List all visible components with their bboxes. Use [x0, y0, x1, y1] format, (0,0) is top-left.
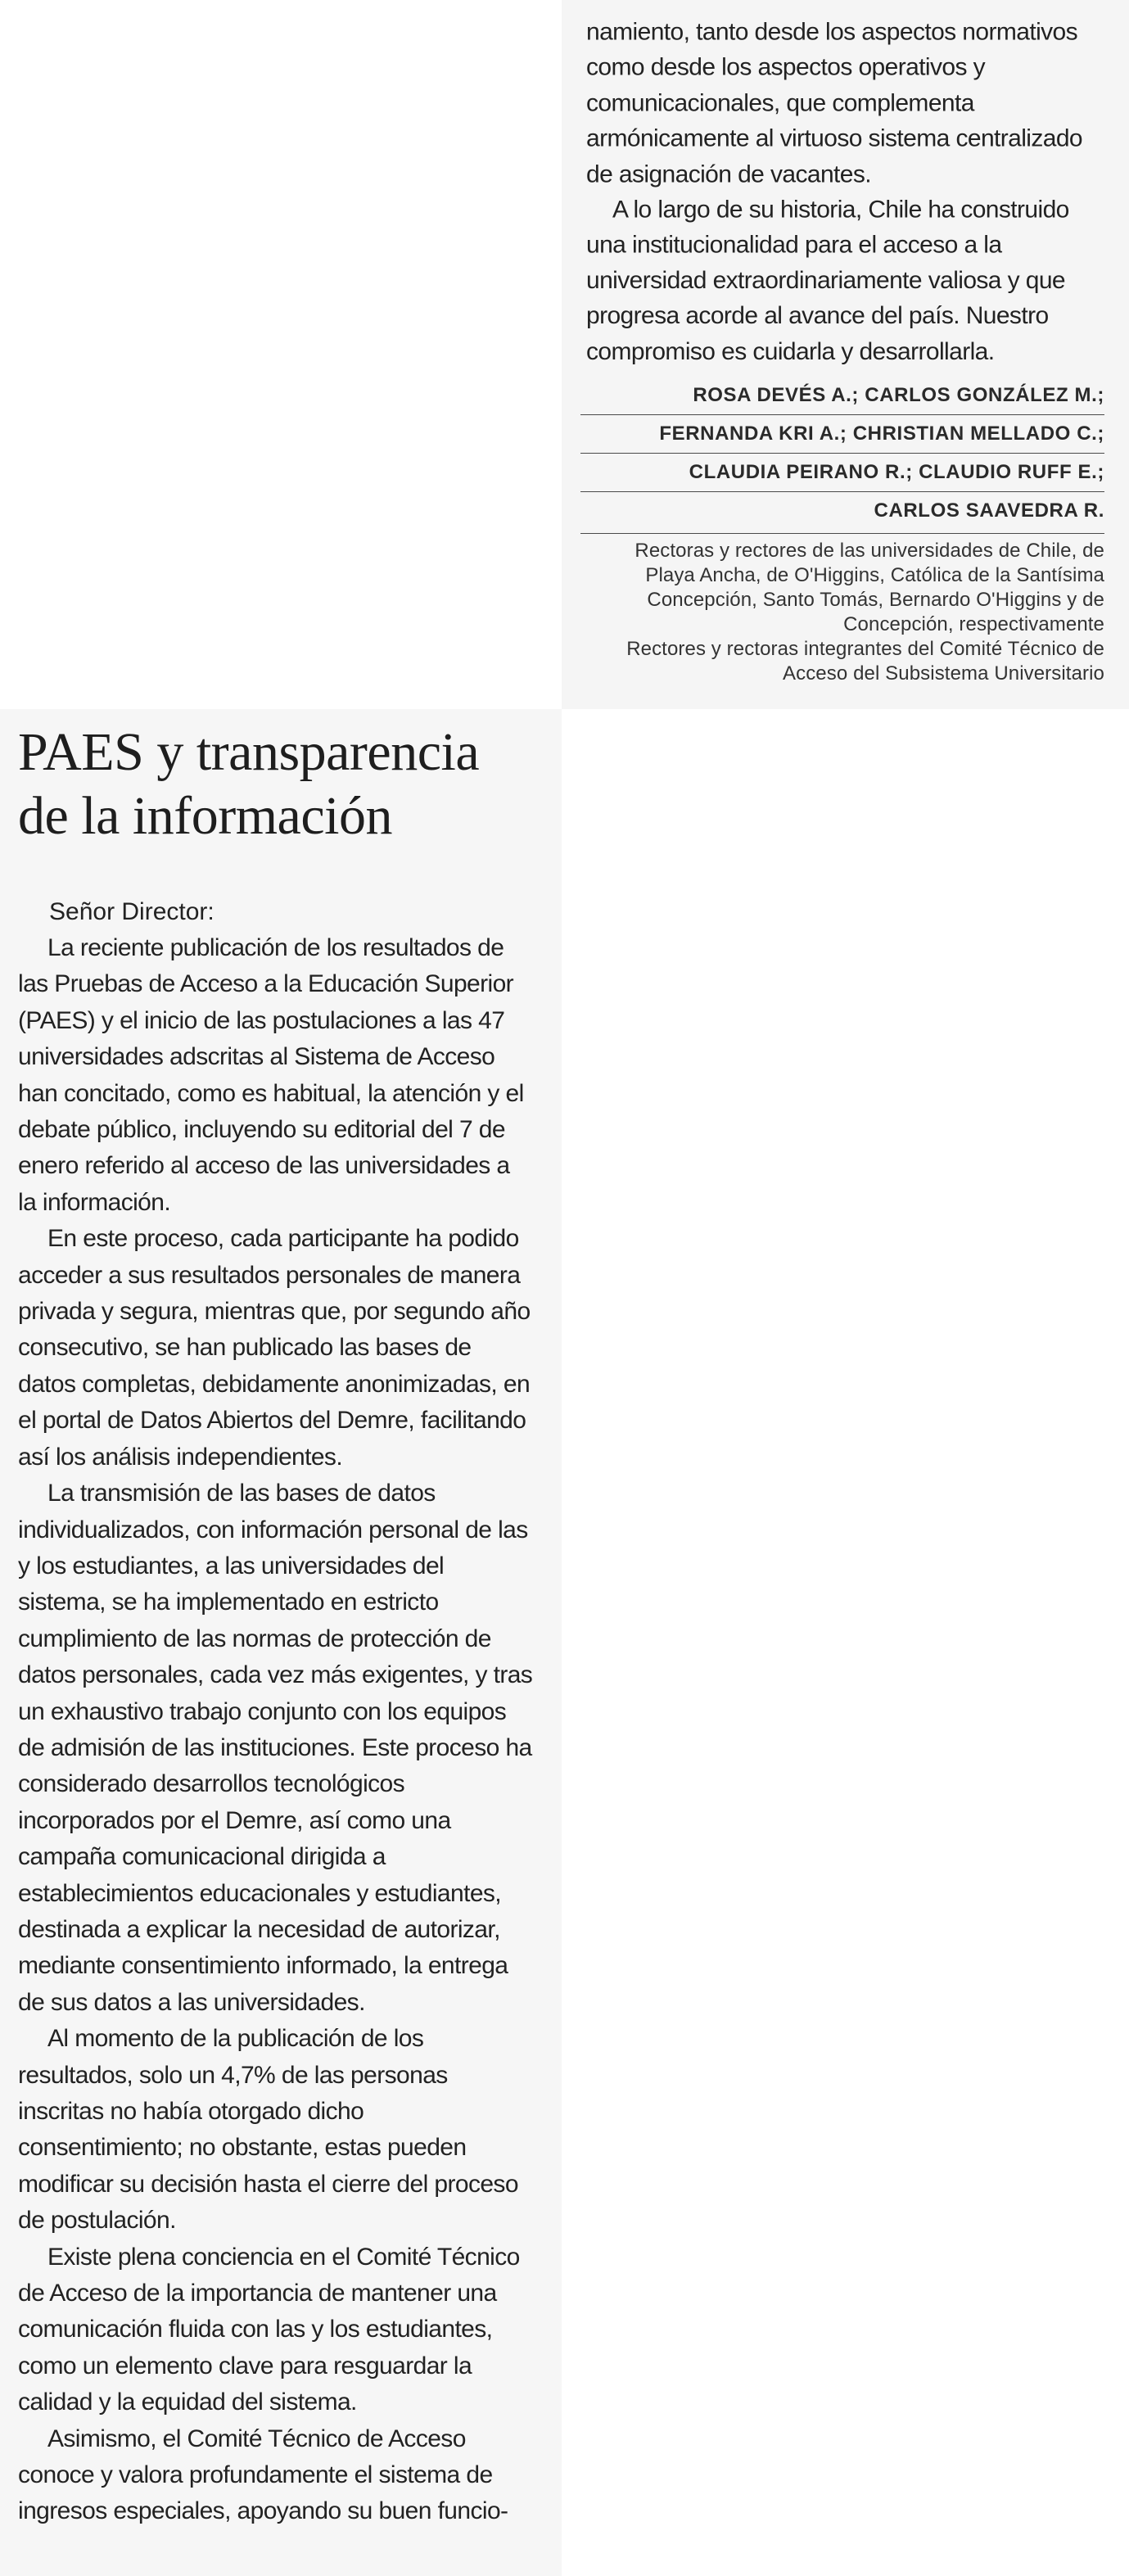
letter-paragraph-6-text: Asimismo, el Comité Técnico de Acceso conoce y valora profundamente el sistema de ingresos especiales, apoyando su buen funcio- — [18, 2425, 508, 2525]
signature-line-4: CARLOS SAAVEDRA R. — [580, 491, 1104, 530]
letter-paragraph-4 — [18, 2021, 534, 2239]
continuation-paragraph-2 — [586, 192, 1100, 370]
letter-paragraph-1 — [18, 930, 534, 1221]
signature-line-1: ROSA DEVÉS A.; CARLOS GONZÁLEZ M.; — [693, 384, 1104, 406]
continuation-paragraph-1: namiento, tanto desde los aspectos normativos como desde los aspectos operativos y comunicacionales, que complementa armónicamente al virtuoso sistema centralizado de asignación de vacantes. — [586, 18, 1083, 188]
letter-paragraph-2-text: En este proceso, cada participante ha podido acceder a sus resultados personales de manera privada y segura, mientras que, por segundo año consecutivo, se han publicado las bases de datos completas, debidamente anonimizadas, en el portal de Datos Abiertos del Demre, facilitando así los análisis independientes. — [18, 1225, 531, 1471]
letter-headline: PAES y transparencia de la información — [18, 722, 480, 846]
signature-line-2: FERNANDA KRI A.; CHRISTIAN MELLADO C.; — [580, 414, 1104, 453]
letter-paragraph-2 — [18, 1221, 534, 1476]
letter-paragraph-5 — [18, 2239, 534, 2421]
letter-salutation: Señor Director: — [49, 898, 215, 925]
letter-continuation-column — [562, 0, 1129, 709]
signature-block — [580, 377, 1104, 686]
affiliation-committee: Rectores y rectoras integrantes del Comité Técnico de Acceso del Subsistema Universitario — [626, 638, 1104, 685]
continuation-paragraph-2-text: A lo largo de su historia, Chile ha construido una institucionalidad para el acceso a la universidad extraordinariamente valiosa y que progresa acorde al avance del país. Nuestro compromiso es cuidarla y desarrollarla. — [586, 196, 1069, 365]
letter-paragraph-1-text: La reciente publicación de los resultados de las Pruebas de Acceso a la Educación Superior (PAES) y el inicio de las postulaciones a las 47 universidades adscritas al Sistema de Acceso han concitado, como es habitual, la atención y el debate público, incluyendo su editorial del 7 de enero referido al acceso de las universidades a la información. — [18, 934, 524, 1216]
signature-line-3: CLAUDIA PEIRANO R.; CLAUDIO RUFF E.; — [580, 453, 1104, 491]
letter-paragraph-4-text: Al momento de la publicación de los resultados, solo un 4,7% de las personas inscritas no había otorgado dicho consentimiento; no obstante, estas pueden modificar su decisión hasta el cierre del proceso de postulación. — [18, 2025, 518, 2235]
continuation-body — [586, 15, 1100, 370]
affiliation-rectors: Rectoras y rectores de las universidades de Chile, de Playa Ancha, de O'Higgins, Católica de la Santísima Concepción, Santo Tomás, Bernardo O'Higgins y de Concepción, respectivamente — [580, 533, 1104, 637]
letter-body — [18, 894, 534, 2530]
letter-paragraph-3 — [18, 1476, 534, 2021]
letter-paragraph-3-text: La transmisión de las bases de datos individualizados, con información personal de las y los estudiantes, a las universidades del sistema, se ha implementado en estricto cumplimiento de las normas de protección de datos personales, cada vez más exigentes, y tras un exhaustivo trabajo conjunto con los equipos de admisión de las instituciones. Este proceso ha considerado desarrollos tecnológicos incorporados por el Demre, así como una campaña comunicacional dirigida a establecimientos educacionales y estudiantes, destinada a explicar la necesidad de autorizar, mediante consentimiento informado, la entrega de sus datos a las universidades. — [18, 1480, 533, 2016]
letter-paragraph-6 — [18, 2421, 534, 2530]
letter-paragraph-5-text: Existe plena conciencia en el Comité Técnico de Acceso de la importancia de mantener una comunicación fluida con las y los estudiantes, como un elemento clave para resguardar la calidad y la equidad del sistema. — [18, 2243, 520, 2416]
